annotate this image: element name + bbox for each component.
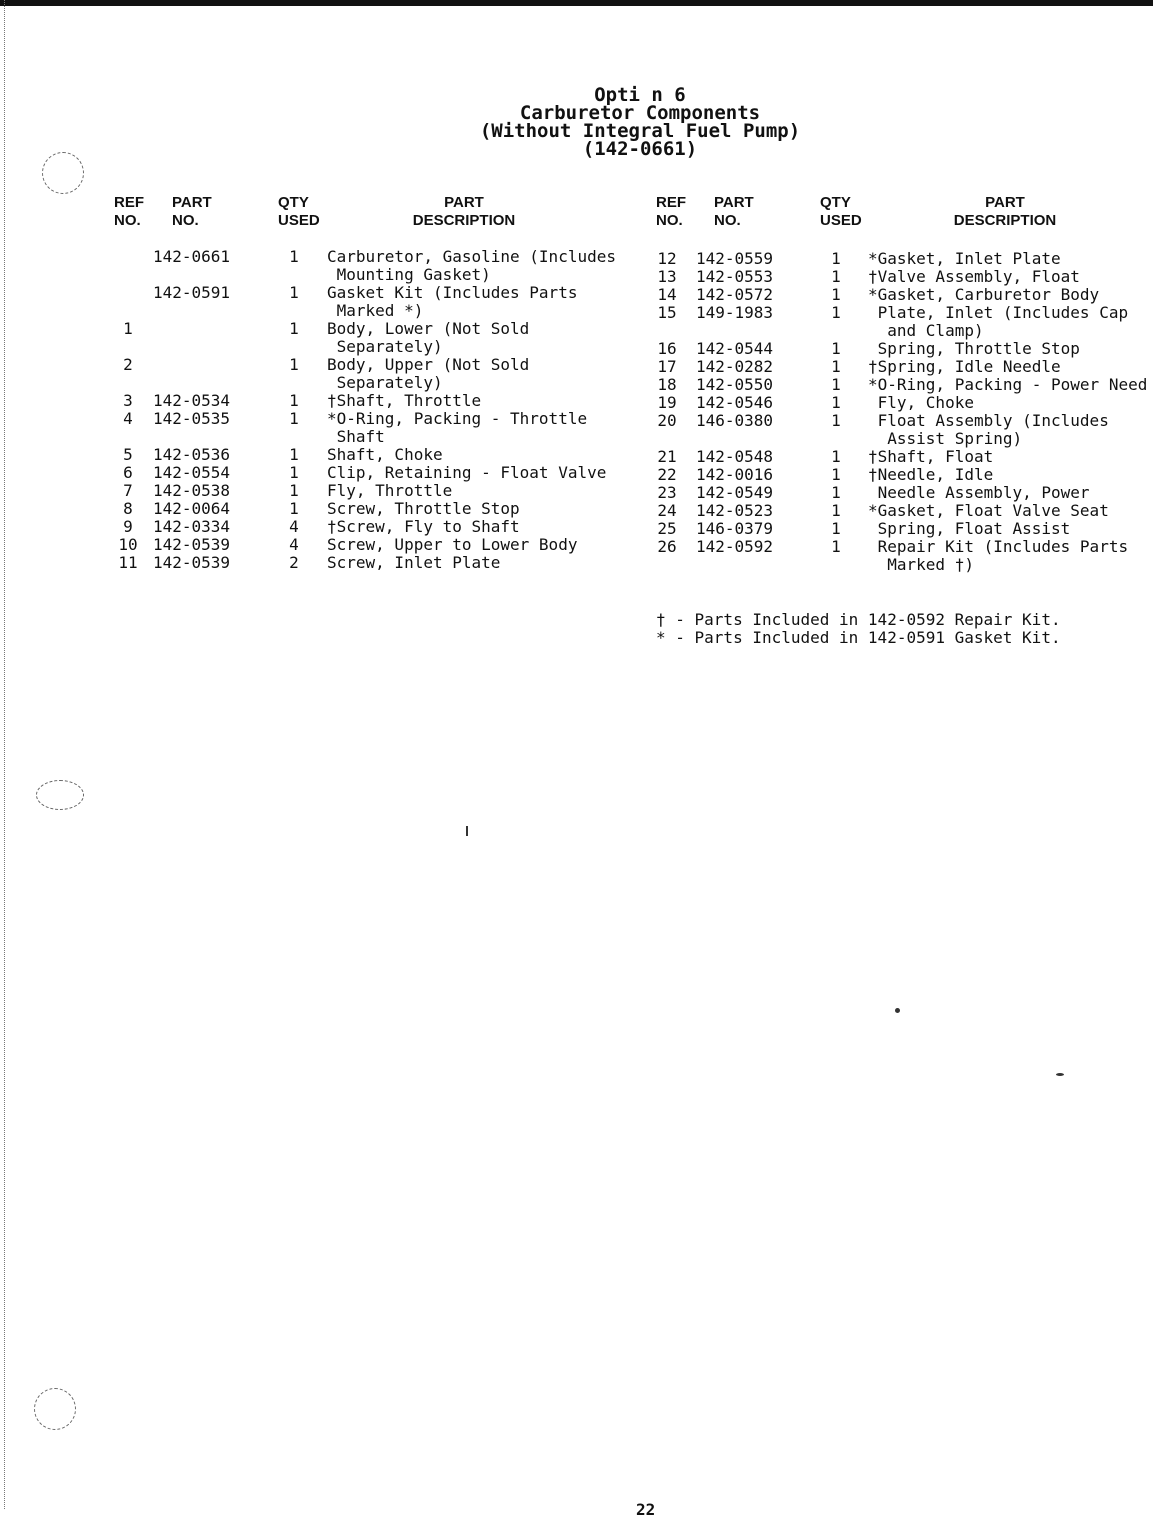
left-qty-cell: 1 [289,481,299,500]
header-ref-right [656,194,686,230]
left-qty-cell: 1 [289,247,299,266]
right-description-line: Fly, Choke [868,393,974,412]
right-part-cell: 142-0550 [696,375,774,394]
spacer [153,266,230,284]
header-desc-line-1: PART [444,194,484,211]
header-desc-line-2: DESCRIPTION [953,212,1057,229]
right-ref-cell: 13 [657,267,677,286]
spacer [822,556,850,574]
left-part-cell: 142-0536 [153,445,231,464]
right-qty-cell: 1 [831,537,841,556]
left-qty-cell: 1 [289,499,299,518]
left-description-line: †Screw, Fly to Shaft [327,517,520,536]
left-description-line: Marked *) [327,301,424,320]
left-part-cell [153,356,230,374]
left-qty-cell: 1 [289,355,299,374]
spacer [280,302,308,320]
left-description-line: Body, Lower (Not Sold [327,319,530,338]
right-part-cell: 149-1983 [696,303,774,322]
left-description-line: Separately) [327,373,443,392]
left-description-line: Carburetor, Gasoline (Includes [327,247,616,266]
left-qty-cell: 1 [289,391,299,410]
right-ref-cell: 24 [657,501,677,520]
spacer [822,430,850,448]
right-ref-cell: 16 [657,339,677,358]
right-qty-cell: 1 [831,519,841,538]
spacer [652,556,682,574]
right-part-cell: 142-0546 [696,393,774,412]
header-ref-line-1: REF [656,194,686,211]
spacer [822,322,850,340]
spacer [153,338,230,356]
header-part-line-2: NO. [172,212,199,229]
left-description-line: Screw, Upper to Lower Body [327,535,578,554]
right-description-line: †Needle, Idle [868,465,994,484]
right-qty-cell: 1 [831,285,841,304]
left-description-line: Body, Upper (Not Sold [327,355,530,374]
left-description-line: Shaft, Choke [327,445,443,464]
title-line-2: Carburetor Components [519,102,761,124]
right-ref-cell: 26 [657,537,677,556]
left-description-line: Shaft [327,427,385,446]
left-ref-cell [110,284,146,302]
left-ref-cell: 4 [123,409,133,428]
header-desc-right [935,194,1075,230]
right-part-cell: 142-0282 [696,357,774,376]
right-qty-cell: 1 [831,483,841,502]
right-qty-cell: 1 [831,339,841,358]
header-qty-line-1: QTY [820,194,851,211]
left-qty-column [280,248,308,572]
right-qty-cell: 1 [831,375,841,394]
spacer [280,374,308,392]
header-part-line-1: PART [714,194,754,211]
left-description-line: Screw, Throttle Stop [327,499,520,518]
left-part-cell: 142-0535 [153,409,231,428]
right-description-line: †Spring, Idle Needle [868,357,1061,376]
right-qty-column [822,250,850,574]
right-ref-cell: 15 [657,303,677,322]
header-part-line-2: NO. [714,212,741,229]
left-part-cell: 142-0334 [153,517,231,536]
header-ref-line-1: REF [114,194,144,211]
right-description-line: Plate, Inlet (Includes Cap [868,303,1129,322]
left-qty-cell: 1 [289,283,299,302]
spacer [110,428,146,446]
left-part-cell: 142-0064 [153,499,231,518]
left-qty-cell: 4 [289,535,299,554]
right-part-cell: 142-0549 [696,483,774,502]
right-ref-cell: 14 [657,285,677,304]
right-part-column [696,250,773,574]
punch-hole-top [42,152,84,194]
left-qty-cell: 1 [289,463,299,482]
header-ref-left [114,194,144,230]
right-description-line: *Gasket, Inlet Plate [868,249,1061,268]
left-ref-cell: 8 [123,499,133,518]
right-description-line: Needle Assembly, Power [868,483,1090,502]
right-description-column [868,250,1147,574]
spacer [153,302,230,320]
right-description-line: and Clamp) [868,321,984,340]
left-qty-cell: 1 [289,445,299,464]
right-part-cell: 142-0016 [696,465,774,484]
left-description-line: Clip, Retaining - Float Valve [327,463,607,482]
header-qty-line-2: USED [278,212,320,229]
right-ref-cell: 18 [657,375,677,394]
right-part-cell: 142-0572 [696,285,774,304]
spacer [110,338,146,356]
left-part-column [153,248,230,572]
punch-hole-middle [36,780,84,810]
spacer [280,428,308,446]
spacer [110,266,146,284]
right-qty-cell: 1 [831,357,841,376]
right-description-line: *Gasket, Carburetor Body [868,285,1100,304]
left-part-cell: 142-0539 [153,553,231,572]
right-ref-cell: 21 [657,447,677,466]
spacer [652,430,682,448]
left-ref-cell: 2 [123,355,133,374]
right-description-line: Spring, Float Assist [868,519,1071,538]
left-part-cell: 142-0554 [153,463,231,482]
right-description-line: Marked †) [868,555,974,574]
header-ref-line-2: NO. [656,212,683,229]
right-qty-cell: 1 [831,447,841,466]
right-ref-cell: 12 [657,249,677,268]
punch-hole-bottom [34,1388,76,1430]
left-part-cell: 142-0534 [153,391,231,410]
right-description-line: †Shaft, Float [868,447,994,466]
right-description-line: †Valve Assembly, Float [868,267,1080,286]
right-description-line: *Gasket, Float Valve Seat [868,501,1109,520]
left-ref-cell: 1 [123,319,133,338]
title-line-3: (Without Integral Fuel Pump) [479,120,801,142]
spacer [696,556,773,574]
left-ref-cell: 11 [118,553,138,572]
spacer [110,374,146,392]
right-ref-column [652,250,682,574]
page-number: 22 [636,1500,656,1519]
right-part-cell: 146-0379 [696,519,774,538]
spacer [280,338,308,356]
right-part-cell: 146-0380 [696,411,774,430]
header-qty-line-2: USED [820,212,862,229]
right-qty-cell: 1 [831,465,841,484]
left-qty-cell: 1 [289,319,299,338]
header-qty-left [278,194,320,230]
left-qty-cell: 1 [289,409,299,428]
right-part-cell: 142-0548 [696,447,774,466]
right-part-cell: 142-0544 [696,339,774,358]
right-description-line: Spring, Throttle Stop [868,339,1080,358]
left-description-line: Separately) [327,337,443,356]
right-qty-cell: 1 [831,501,841,520]
left-ref-cell: 3 [123,391,133,410]
right-ref-cell: 25 [657,519,677,538]
left-ref-cell [110,248,146,266]
right-ref-cell: 22 [657,465,677,484]
spacer [696,322,773,340]
left-description-line: Screw, Inlet Plate [327,553,501,572]
left-ref-cell: 7 [123,481,133,500]
right-part-cell: 142-0523 [696,501,774,520]
scan-top-edge [0,0,1153,6]
header-part-right [714,194,754,230]
left-qty-cell: 2 [289,553,299,572]
left-qty-cell: 4 [289,517,299,536]
scan-speck [895,1008,900,1013]
right-part-cell: 142-0559 [696,249,774,268]
right-description-line: *O-Ring, Packing - Power Need [868,375,1148,394]
right-qty-cell: 1 [831,303,841,322]
left-description-line: *O-Ring, Packing - Throttle [327,409,588,428]
left-ref-cell: 6 [123,463,133,482]
right-qty-cell: 1 [831,393,841,412]
left-part-cell: 142-0661 [153,247,231,266]
scan-speck [466,826,468,836]
note-gasket-kit: * - Parts Included in 142-0591 Gasket Kit. [656,628,1061,647]
title-line-4: (142-0661) [582,138,698,160]
header-ref-line-2: NO. [114,212,141,229]
left-description-column [327,248,616,572]
header-qty-line-1: QTY [278,194,309,211]
left-ref-cell: 10 [118,535,138,554]
right-ref-cell: 20 [657,411,677,430]
spacer [652,322,682,340]
right-ref-cell: 17 [657,357,677,376]
left-description-line: Fly, Throttle [327,481,453,500]
header-part-line-1: PART [172,194,212,211]
right-description-line: Repair Kit (Includes Parts [868,537,1129,556]
right-qty-cell: 1 [831,411,841,430]
right-part-cell: 142-0592 [696,537,774,556]
spacer [153,374,230,392]
right-qty-cell: 1 [831,249,841,268]
spacer [280,266,308,284]
scan-left-edge [4,0,6,1509]
left-part-cell: 142-0539 [153,535,231,554]
left-ref-cell: 9 [123,517,133,536]
right-part-cell: 142-0553 [696,267,774,286]
right-ref-cell: 23 [657,483,677,502]
header-desc-line-2: DESCRIPTION [412,212,516,229]
title-line-1: Opti n 6 [594,84,686,106]
header-desc-line-1: PART [985,194,1025,211]
header-part-left [172,194,212,230]
left-ref-column [110,248,146,572]
right-description-line: Float Assembly (Includes [868,411,1109,430]
note-repair-kit: † - Parts Included in 142-0592 Repair Kit. [656,610,1061,629]
spacer [696,430,773,448]
left-part-cell: 142-0538 [153,481,231,500]
header-desc-left [394,194,534,230]
spacer [153,428,230,446]
spacer [110,302,146,320]
left-part-cell [153,320,230,338]
left-description-line: Mounting Gasket) [327,265,491,284]
header-qty-right [820,194,862,230]
right-description-line: Assist Spring) [868,429,1023,448]
right-qty-cell: 1 [831,267,841,286]
left-description-line: †Shaft, Throttle [327,391,482,410]
right-ref-cell: 19 [657,393,677,412]
left-description-line: Gasket Kit (Includes Parts [327,283,578,302]
left-ref-cell: 5 [123,445,133,464]
scan-speck [1056,1073,1064,1076]
left-part-cell: 142-0591 [153,283,231,302]
